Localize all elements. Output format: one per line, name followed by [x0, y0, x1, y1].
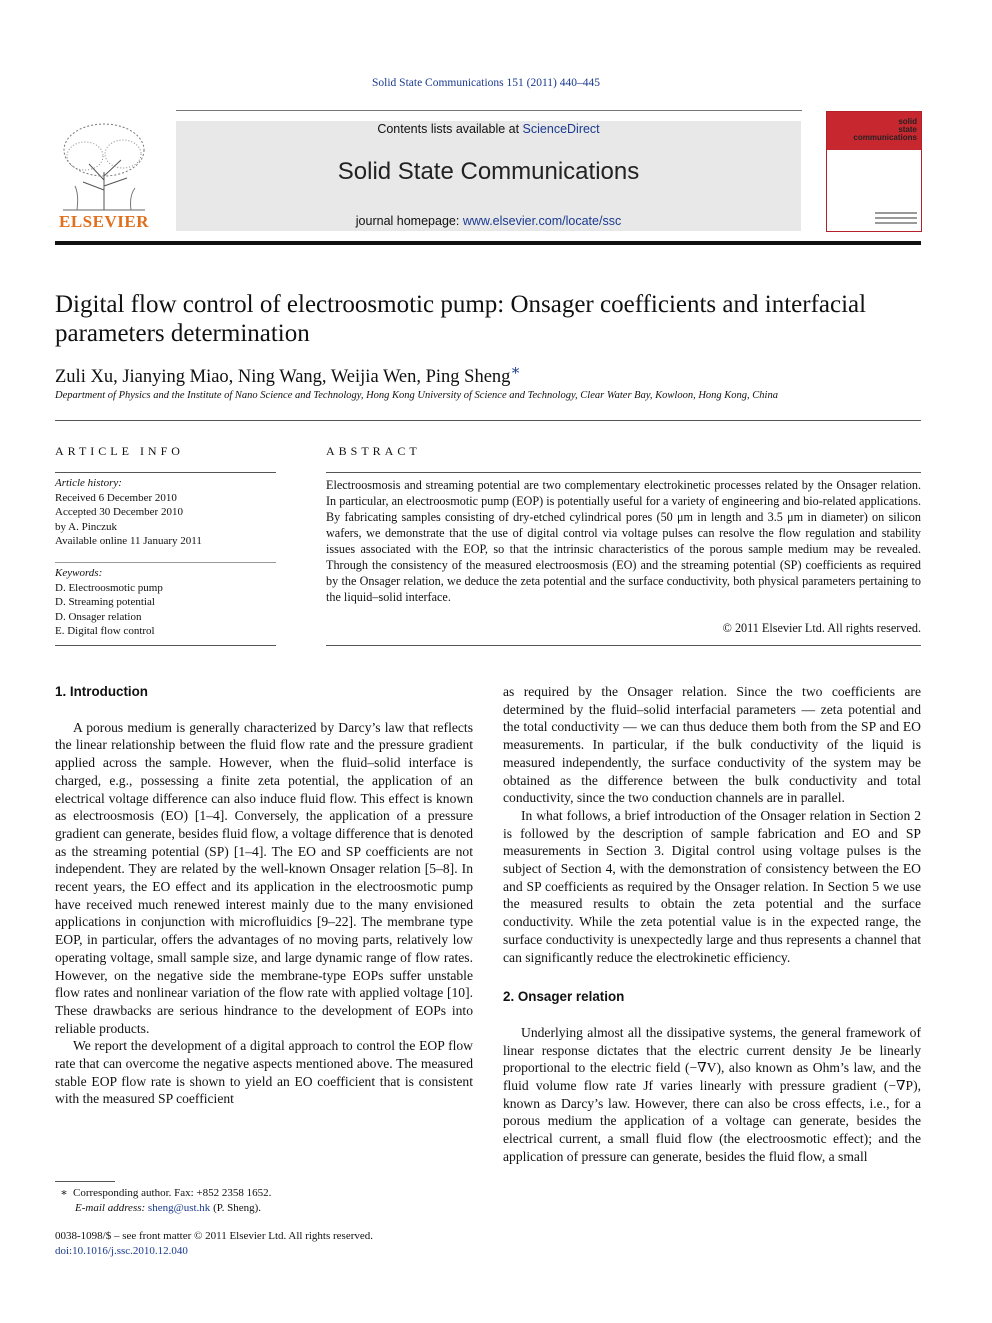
journal-citation[interactable]: Solid State Communications 151 (2011) 440–445	[372, 77, 600, 89]
email-suffix: (P. Sheng).	[210, 1201, 262, 1214]
elsevier-wordmark[interactable]: ELSEVIER	[59, 212, 149, 231]
homepage-prefix: journal homepage:	[355, 214, 463, 228]
intro-paragraph-1: A porous medium is generally characterized by Darcy’s law that reflects the linear relationship between the fluid flow rate and the pressure gradient applied across the sample. However, when the fluid–solid interface is charged, e.g., possessing a finite zeta potential, the application of an electrical voltage difference can also induce fluid flow. This effect is known as electroosmosis (EO) [1–4]. Conversely, the application of a pressure gradient can generate, besides fluid flow, a voltage difference that is denoted as the streaming potential (SP) [1–4]. The EO and SP coefficients are not independent. They are related by the well-known Onsager relation [5–8]. In recent years, the EO effect and its application in the electroosmotic pump have received much renewed interest mainly due to the many envisioned applications in conjunction with microfluidics [9–22]. The membrane type EOP, in particular, offers the advantages of no moving parts, relatively low operating voltage, small sample size, and large dynamic range of flow rates. However, on the negative side the membrane-type EOPs suffer unstable flow rates and nonlinear variation of the flow rate with applied voltage [10]. These drawbacks are serious hindrance to the development of EOPs into reliable products.	[55, 719, 473, 1036]
email-link[interactable]: sheng@ust.hk	[147, 1201, 211, 1214]
abstract-copyright: © 2011 Elsevier Ltd. All rights reserved.	[722, 621, 921, 635]
cover-title-line-3: communications	[853, 133, 917, 142]
keywords-label: Keywords:	[55, 567, 103, 579]
section-heading-introduction: 1. Introduction	[55, 684, 148, 699]
homepage-line	[176, 214, 801, 228]
article-history	[55, 476, 276, 549]
journal-name: Solid State Communications	[337, 158, 640, 185]
contents-line	[176, 122, 801, 136]
history-label: Article history:	[55, 477, 122, 489]
keywords	[55, 566, 276, 639]
title-rule	[55, 420, 921, 421]
footnote-rule	[55, 1181, 115, 1182]
sciencedirect-link[interactable]: ScienceDirect	[522, 122, 600, 136]
keyword-item: D. Electroosmotic pump	[55, 581, 163, 594]
article-info-heading: ARTICLE INFO	[55, 444, 184, 458]
abstract-rule-top	[326, 472, 921, 473]
cover-text-lines	[875, 212, 917, 227]
abstract-rule-bottom	[326, 645, 921, 646]
right-column	[503, 683, 921, 1166]
corresponding-text: Corresponding author. Fax: +852 2358 1652.	[73, 1187, 272, 1199]
contents-prefix: Contents lists available at	[377, 122, 523, 136]
abstract-heading: ABSTRACT	[326, 444, 421, 458]
article-info-rule-mid	[55, 562, 276, 563]
author-list	[55, 361, 935, 388]
article-title: Digital flow control of electroosmotic pump: Onsager coefficients and interfacial parameters determination	[55, 291, 867, 347]
article-info-rule-bottom	[55, 645, 276, 646]
onsager-paragraph-1: Underlying almost all the dissipative systems, the general framework of linear response dictates that the electric current density Je be linearly proportional to the electric field (−∇V), also known as Ohm’s law, and the fluid volume flow rate Jf varies linearly with pressure gradient (−∇P), known as Darcy’s law. However, there can also be cross effects, i.e., for a porous medium the application of a voltage can generate, besides the electrical current, a small fluid flow (the electroosmotic effect); and the application of pressure can generate, besides the fluid flow, a small	[503, 1024, 921, 1164]
history-online: Available online 11 January 2011	[55, 535, 202, 547]
affiliation: Department of Physics and the Institute of Nano Science and Technology, Hong Kong University of Science and Technology, Clear Water Bay, Kowloon, Hong Kong, China	[55, 390, 778, 401]
corresponding-footnote	[55, 1186, 473, 1215]
bottom-info	[55, 1229, 473, 1258]
keyword-item: E. Digital flow control	[55, 625, 155, 637]
abstract-text: Electroosmosis and streaming potential are two complementary electrokinetic processes related by the Onsager relation. In particular, an electroosmotic pump (EOP) is potentially useful for a variety of engineering and bio-related applications. By fabricating samples consisting of dry-etched cylindrical pores (50 μm in length and 3.5 μm in diameter) on silicon wafers, we demonstrate that the use of digital control via voltage pulses can resolve the flow regulation and stability issues associated with the EOP, so that the intrinsic characteristics of the porous sample medium may be revealed. Through the consistency of the measured electroosmosis (EO) and the streaming potential (SP) coefficients as required by the Onsager relation, we deduce the zeta potential and the surface conductivity, both physical parameters pertaining to the liquid–solid interface.	[326, 478, 921, 604]
history-received: Received 6 December 2010	[55, 491, 177, 504]
corresponding-author-mark[interactable]: ∗	[510, 363, 521, 379]
keyword-item: D. Onsager relation	[55, 610, 142, 623]
section-heading-onsager: 2. Onsager relation	[503, 989, 625, 1005]
cover-title	[853, 118, 917, 142]
email-label: E-mail address:	[75, 1201, 148, 1214]
cover-title-line-1: solid	[898, 117, 917, 126]
intro-paragraph-3: as required by the Onsager relation. Since the two coefficients are determined by the fluid–solid interfacial parameters — zeta potential and the total conductivity — we can thus deduce them both from the SP and EO measurements. In particular, if the bulk conductivity of the liquid is measured independently, the surface conductivity of the system may be obtained as the difference between the bulk conductivity and total conductivity, since the two conduction channels are in parallel.	[503, 684, 921, 806]
intro-paragraph-2: We report the development of a digital approach to control the EOP flow rate that can overcome the negative aspects mentioned above. The measured stable EOP flow rate is shown to yield an EO coefficient that is consistent with the measured SP coefficient	[55, 1038, 473, 1107]
journal-cover-thumbnail[interactable]	[826, 111, 922, 232]
intro-paragraph-4: In what follows, a brief introduction of the Onsager relation in Section 2 is followed by the description of sample fabrication and EO and SP measurements in Section 3. Digital control using voltage pulses is the subject of Section 4, with the demonstration of consistency between the EO and SP coefficients as required by the Onsager relation. In Section 5 we use the measured results to obtain the zeta potential and the surface conductivity. While the zeta potential value is in the expected range, the surface conductivity is unexpectedly large and thus represents a channel that can significantly reduce the electrokinetic efficiency.	[503, 807, 921, 965]
doi-link[interactable]: doi:10.1016/j.ssc.2010.12.040	[55, 1244, 188, 1257]
history-editor: by A. Pinczuk	[55, 520, 118, 533]
header-thick-rule	[55, 241, 921, 245]
article-info-rule-top	[55, 472, 276, 473]
history-accepted: Accepted 30 December 2010	[55, 506, 183, 518]
issn-line: 0038-1098/$ – see front matter © 2011 Elsevier Ltd. All rights reserved.	[55, 1230, 374, 1242]
footnote-mark: ∗	[60, 1187, 68, 1199]
keyword-item: D. Streaming potential	[55, 596, 155, 608]
cover-title-line-2: state	[898, 125, 917, 134]
left-column	[55, 683, 473, 1108]
authors-text: Zuli Xu, Jianying Miao, Ning Wang, Weijia Wen, Ping Sheng	[55, 367, 511, 388]
homepage-link[interactable]: www.elsevier.com/locate/ssc	[462, 214, 622, 228]
header-rule	[176, 110, 802, 111]
